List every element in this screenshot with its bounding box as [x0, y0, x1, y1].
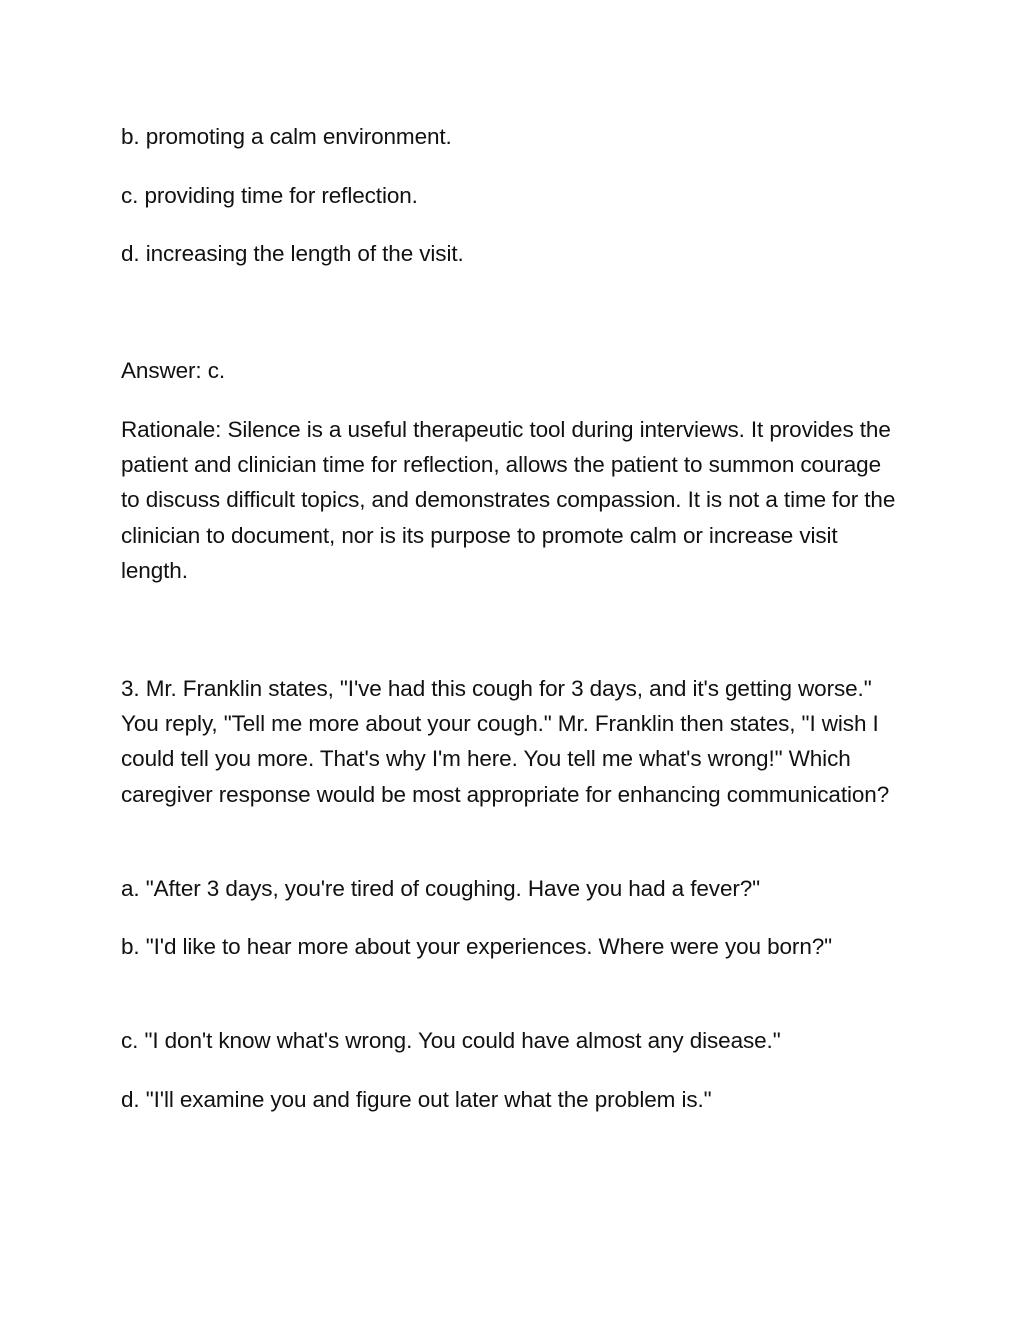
question-3-option-a: a. "After 3 days, you're tired of coughing. Have you had a fever?"	[121, 876, 761, 901]
question-3-option-c: c. "I don't know what's wrong. You could have almost any disease."	[121, 1028, 781, 1053]
question-3-option-b: b. "I'd like to hear more about your experiences. Where were you born?"	[121, 934, 833, 959]
answer-line: Answer: c.	[121, 358, 226, 383]
prev-option-b: b. promoting a calm environment.	[121, 124, 452, 149]
question-3-option-d: d. "I'll examine you and figure out later what the problem is."	[121, 1087, 712, 1112]
rationale-paragraph: Rationale: Silence is a useful therapeutic tool during interviews. It provides the patient and clinician time for reflection, allows the patient to summon courage to discuss difficult topics, and demonstrates compassion. It is not a time for the clinician to document, nor is its purpose to promote calm or increase visit length.	[121, 417, 896, 583]
question-3-stem: 3. Mr. Franklin states, "I've had this cough for 3 days, and it's getting worse." You reply, "Tell me more about your cough." Mr. Franklin then states, "I wish I could tell you more. That's why I'm here. You tell me what's wrong!" Which caregiver response would be most appropriate for enhancing communication?	[121, 676, 890, 807]
prev-option-c: c. providing time for reflection.	[121, 183, 418, 208]
prev-option-d: d. increasing the length of the visit.	[121, 241, 464, 266]
